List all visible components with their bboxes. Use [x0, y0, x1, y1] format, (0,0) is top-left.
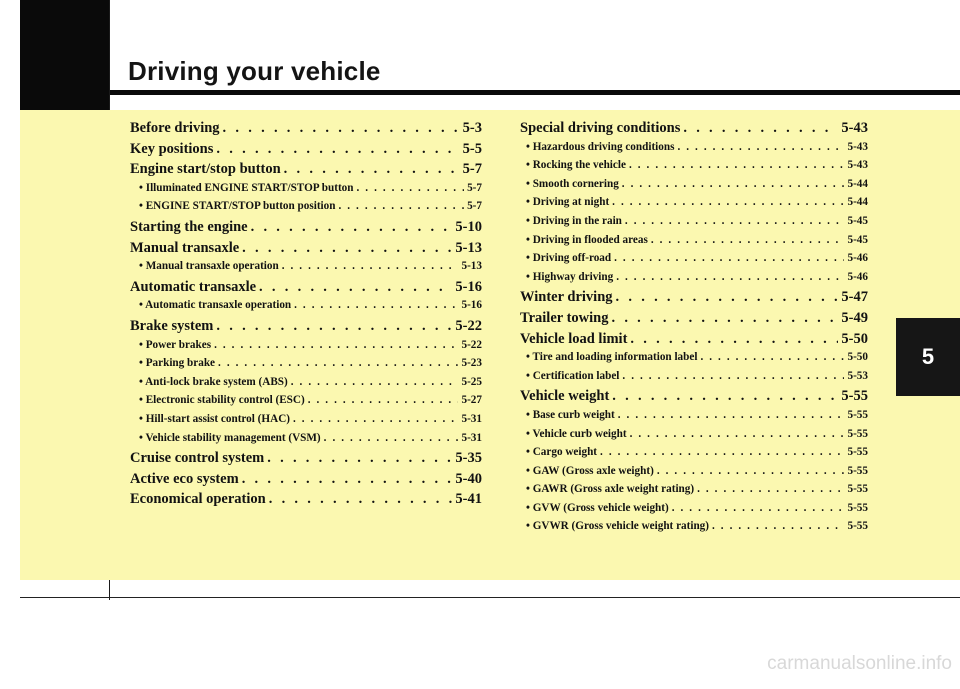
toc-entry-page: 5-55 [847, 427, 868, 440]
dot-leader [218, 357, 458, 369]
toc-entry-page: 5-22 [461, 338, 482, 351]
toc-entry-title: • Driving at night [526, 196, 610, 209]
toc-entry-page: 5-25 [461, 375, 482, 388]
toc-entry-page: 5-55 [847, 520, 868, 533]
toc-entry-title: Vehicle weight [520, 388, 610, 405]
toc-subsection-entry[interactable] [520, 141, 868, 160]
dot-leader [338, 200, 464, 212]
toc-entry-title: Engine start/stop button [130, 161, 281, 178]
dot-leader [683, 120, 838, 137]
page-title: Driving your vehicle [128, 56, 381, 86]
dot-leader [618, 409, 845, 421]
toc-entry-title: • Certification label [526, 369, 620, 382]
toc-subsection-entry[interactable] [130, 357, 482, 376]
dot-leader [269, 491, 453, 508]
toc-section-entry[interactable] [130, 240, 482, 261]
toc-entry-title: Brake system [130, 317, 214, 334]
toc-entry-title: Automatic transaxle [130, 278, 257, 295]
toc-entry-title: Key positions [130, 140, 214, 157]
toc-entry-page: 5-46 [847, 270, 868, 283]
toc-section-entry[interactable] [130, 279, 482, 300]
toc-entry-title: Cruise control system [130, 450, 265, 467]
toc-entry-title: • GAW (Gross axle weight) [526, 464, 654, 477]
toc-entry-title: • GVWR (Gross vehicle weight rating) [526, 520, 709, 533]
dot-leader [657, 465, 845, 477]
dot-leader [251, 219, 453, 236]
dot-leader [357, 182, 465, 194]
toc-entry-page: 5-43 [841, 120, 868, 136]
toc-entry-page: 5-43 [847, 140, 868, 153]
toc-entry-page: 5-43 [847, 159, 868, 172]
toc-right-column [520, 120, 868, 539]
toc-entry-title: • Illuminated ENGINE START/STOP button [139, 181, 354, 194]
toc-subsection-entry[interactable] [520, 483, 868, 502]
toc-section-entry[interactable] [130, 450, 482, 471]
toc-entry-title: • Anti-lock brake system (ABS) [139, 375, 288, 388]
toc-subsection-entry[interactable] [520, 446, 868, 465]
toc-entry-page: 5-55 [847, 446, 868, 459]
toc-entry-title: Trailer towing [520, 309, 609, 326]
dot-leader [612, 388, 838, 405]
watermark: carmanualsonline.info [767, 653, 952, 674]
dot-leader [216, 141, 459, 158]
toc-subsection-entry[interactable] [130, 376, 482, 395]
toc-entry-title: • Highway driving [526, 270, 614, 283]
dot-leader [712, 520, 844, 532]
toc-entry-page: 5-55 [847, 501, 868, 514]
toc-entry-page: 5-3 [462, 120, 482, 136]
toc-entry-page: 5-13 [455, 239, 482, 256]
toc-entry-page: 5-7 [467, 200, 482, 213]
toc-entry-page: 5-44 [847, 196, 868, 209]
dot-leader [622, 370, 844, 382]
toc-entry-title: • GVW (Gross vehicle weight) [526, 501, 669, 514]
toc-entry-page: 5-47 [841, 289, 868, 306]
toc-entry-title: • Rocking the vehicle [526, 159, 626, 172]
toc-section-entry[interactable] [130, 120, 482, 141]
toc-section-entry[interactable] [130, 318, 482, 339]
dot-leader [616, 289, 839, 306]
toc-entry-title: • Automatic transaxle operation [139, 299, 292, 312]
toc-entry-title: • Smooth cornering [526, 177, 619, 190]
toc-entry-title: • Driving in flooded areas [526, 233, 648, 246]
toc-subsection-entry[interactable] [520, 271, 868, 290]
dot-leader [308, 394, 459, 406]
toc-entry-title: • GAWR (Gross axle weight rating) [526, 483, 695, 496]
toc-entry-page: 5-45 [847, 214, 868, 227]
toc-entry-page: 5-31 [461, 431, 482, 444]
toc-entry-page: 5-55 [847, 464, 868, 477]
toc-subsection-entry[interactable] [520, 234, 868, 253]
dot-leader [614, 252, 844, 264]
toc-entry-page: 5-50 [847, 351, 868, 364]
toc-entry-page: 5-22 [455, 317, 482, 334]
toc-section-entry[interactable] [520, 289, 868, 310]
dot-leader [697, 483, 844, 495]
toc-subsection-entry[interactable] [130, 182, 482, 201]
toc-entry-page: 5-10 [455, 218, 482, 235]
toc-entry-page: 5-55 [847, 408, 868, 421]
toc-subsection-entry[interactable] [520, 215, 868, 234]
toc-entry-title: Starting the engine [130, 218, 248, 235]
toc-subsection-entry[interactable] [520, 159, 868, 178]
dot-leader [291, 376, 459, 388]
toc-section-entry[interactable] [520, 310, 868, 331]
dot-leader [216, 318, 452, 335]
toc-entry-page: 5-5 [462, 140, 482, 157]
toc-entry-title: Manual transaxle [130, 239, 240, 256]
dot-leader [625, 215, 845, 227]
toc-entry-page: 5-53 [847, 369, 868, 382]
toc-subsection-entry[interactable] [130, 200, 482, 219]
dot-leader [630, 428, 845, 440]
header-rule [110, 90, 960, 95]
toc-entry-page: 5-44 [847, 177, 868, 190]
toc-entry-title: • Vehicle curb weight [526, 427, 627, 440]
toc-subsection-entry[interactable] [520, 252, 868, 271]
toc-entry-title: Special driving conditions [520, 120, 681, 136]
toc-entry-page: 5-16 [455, 278, 482, 295]
dot-leader [612, 196, 844, 208]
toc-subsection-entry[interactable] [520, 178, 868, 197]
toc-section-entry[interactable] [130, 491, 482, 512]
dot-leader [616, 271, 844, 283]
toc-section-entry[interactable] [130, 471, 482, 492]
toc-entry-page: 5-45 [847, 233, 868, 246]
toc-subsection-entry[interactable] [520, 409, 868, 428]
toc-entry-title: Before driving [130, 120, 220, 136]
dot-leader [294, 299, 458, 311]
toc-entry-title: • Power brakes [139, 338, 212, 351]
toc-entry-page: 5-41 [455, 491, 482, 508]
toc-entry-title: • Hazardous driving conditions [526, 140, 675, 153]
toc-entry-title: • Base curb weight [526, 408, 615, 421]
chapter-tab[interactable]: 5 [896, 318, 960, 396]
toc-entry-title: Economical operation [130, 491, 266, 508]
toc-subsection-entry[interactable] [520, 502, 868, 521]
toc-subsection-entry[interactable] [520, 351, 868, 370]
toc-entry-title: • Parking brake [139, 357, 216, 370]
toc-entry-title: • Vehicle stability management (VSM) [139, 431, 321, 444]
dot-leader [214, 339, 458, 351]
dot-leader [700, 351, 844, 363]
toc-entry-page: 5-7 [462, 161, 482, 178]
toc-entry-page: 5-27 [461, 394, 482, 407]
toc-section-entry[interactable] [130, 161, 482, 182]
toc-entry-title: Vehicle load limit [520, 330, 628, 347]
toc-subsection-entry[interactable] [130, 339, 482, 358]
toc-subsection-entry[interactable] [520, 370, 868, 389]
toc-entry-page: 5-55 [847, 483, 868, 496]
dot-leader [267, 450, 452, 467]
toc-entry-page: 5-13 [461, 260, 482, 273]
toc-entry-page: 5-31 [461, 412, 482, 425]
toc-subsection-entry[interactable] [520, 196, 868, 215]
toc-entry-title: Active eco system [130, 470, 239, 487]
toc-section-entry[interactable] [520, 120, 868, 141]
dot-leader [622, 178, 845, 190]
toc-entry-title: • Tire and loading information label [526, 351, 698, 364]
toc-entry-title: • Electronic stability control (ESC) [139, 394, 305, 407]
dot-leader [242, 240, 452, 257]
toc-entry-title: • ENGINE START/STOP button position [139, 200, 336, 213]
toc-entry-page: 5-23 [461, 357, 482, 370]
dot-leader [630, 331, 838, 348]
toc-entry-page: 5-35 [455, 450, 482, 467]
dot-leader [600, 446, 844, 458]
dot-leader [242, 471, 453, 488]
toc-entry-page: 5-49 [841, 309, 868, 326]
dot-leader [284, 161, 460, 178]
dot-leader [672, 502, 845, 514]
toc-subsection-entry[interactable] [130, 299, 482, 318]
toc-entry-page: 5-55 [841, 388, 868, 405]
dot-leader [677, 141, 844, 153]
toc-subsection-entry[interactable] [520, 428, 868, 447]
dot-leader [223, 120, 460, 137]
dot-leader [629, 159, 845, 171]
dot-leader [324, 432, 459, 444]
toc-left-column [130, 120, 482, 512]
toc-section-entry[interactable] [130, 219, 482, 240]
toc-entry-page: 5-40 [455, 470, 482, 487]
footer-rule [20, 597, 960, 598]
toc-subsection-entry[interactable] [130, 260, 482, 279]
toc-entry-title: Winter driving [520, 289, 613, 306]
toc-subsection-entry[interactable] [520, 520, 868, 539]
toc-subsection-entry[interactable] [130, 394, 482, 413]
dot-leader [259, 279, 452, 296]
toc-entry-page: 5-16 [461, 299, 482, 312]
toc-entry-title: • Cargo weight [526, 446, 598, 459]
toc-subsection-entry[interactable] [130, 432, 482, 451]
dot-leader [282, 260, 459, 272]
toc-entry-page: 5-46 [847, 252, 868, 265]
dot-leader [611, 310, 838, 327]
toc-section-entry[interactable] [520, 388, 868, 409]
toc-entry-title: • Hill-start assist control (HAC) [139, 412, 290, 425]
dot-leader [293, 413, 458, 425]
toc-section-entry[interactable] [130, 141, 482, 162]
toc-subsection-entry[interactable] [520, 465, 868, 484]
toc-subsection-entry[interactable] [130, 413, 482, 432]
toc-entry-page: 5-50 [841, 330, 868, 347]
toc-entry-title: • Manual transaxle operation [139, 260, 279, 273]
toc-entry-page: 5-7 [467, 181, 482, 194]
toc-entry-title: • Driving off-road [526, 252, 612, 265]
dot-leader [651, 234, 845, 246]
black-corner-tab [20, 0, 109, 110]
toc-section-entry[interactable] [520, 331, 868, 352]
toc-entry-title: • Driving in the rain [526, 214, 622, 227]
